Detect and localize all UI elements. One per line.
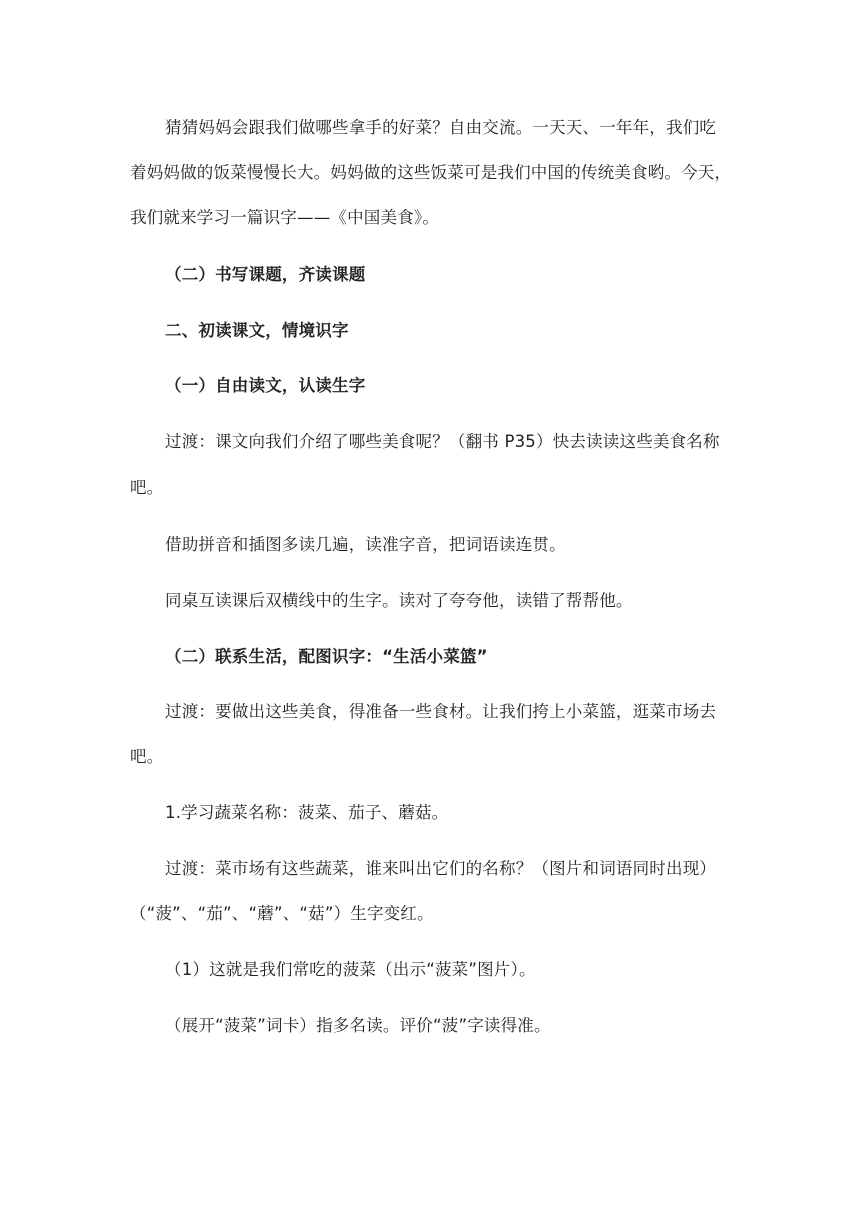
paragraph-transition-3-line-1: 过渡：菜市场有这些蔬菜，谁来叫出它们的名称？（图片和词语同时出现） [165, 859, 717, 878]
paragraph-transition-3-line-2: （“菠”、“茄”、“蘑”、“菇”）生字变红。 [130, 904, 434, 923]
section-heading-life-basket: （二）联系生活，配图识字：“生活小菜篮” [165, 647, 488, 666]
section-heading-write-title: （二）书写课题，齐读课题 [165, 265, 366, 284]
paragraph-transition-1-line-1: 过渡：课文向我们介绍了哪些美食呢？（翻书 P35）快去读读这些美食名称 [165, 432, 720, 451]
paragraph-intro-line-1: 猜猜妈妈会跟我们做哪些拿手的好菜？自由交流。一天天、一年年，我们吃 [165, 118, 717, 137]
paragraph-spinach-word-card: （展开“菠菜”词卡）指多名读。评价“菠”字读得准。 [165, 1016, 551, 1035]
section-heading-first-reading: 二、初读课文，情境识字 [165, 321, 349, 340]
paragraph-intro-line-2: 着妈妈做的饭菜慢慢长大。妈妈做的这些饭菜可是我们中国的传统美食哟。今天， [130, 163, 732, 182]
paragraph-transition-1-line-2: 吧。 [130, 478, 164, 497]
section-heading-free-reading: （一）自由读文，认读生字 [165, 376, 366, 395]
paragraph-desk-mate-reading: 同桌互读课后双横线中的生字。读对了夸夸他，读错了帮帮他。 [165, 591, 633, 610]
paragraph-spinach-picture: （1）这就是我们常吃的菠菜（出示“菠菜”图片）。 [165, 960, 536, 979]
paragraph-transition-2-line-2: 吧。 [130, 747, 164, 766]
paragraph-transition-2-line-1: 过渡：要做出这些美食，得准备一些食材。让我们挎上小菜篮，逛菜市场去 [165, 702, 717, 721]
paragraph-intro-line-3: 我们就来学习一篇识字——《中国美食》。 [130, 208, 440, 227]
paragraph-vegetable-names: 1.学习蔬菜名称：菠菜、茄子、蘑菇。 [165, 803, 449, 822]
paragraph-pinyin-reading: 借助拼音和插图多读几遍，读准字音，把词语读连贯。 [165, 535, 566, 554]
